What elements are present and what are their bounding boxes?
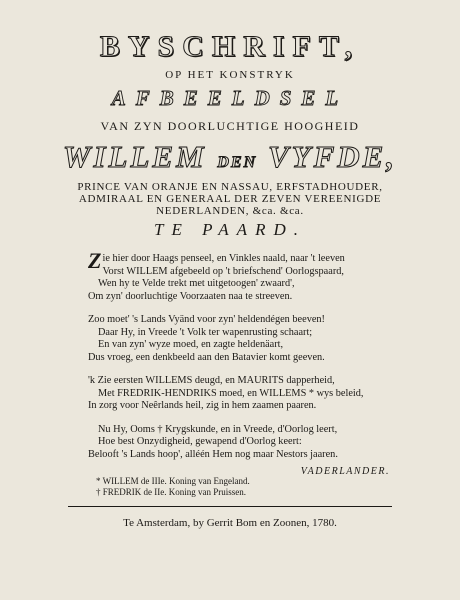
subtitle-line: OP HET KONSTRYK — [165, 69, 295, 81]
poem-line: En van zyn' wyze moed, en zagte heldenäart, — [98, 339, 284, 350]
titles-line: PRINCE VAN ORANJE EN NASSAU, ERFSTADHOUDER, — [77, 181, 383, 193]
poem-line: Vorst WILLEM afgebeeld op 't briefschend' Oorlogspaard, — [102, 265, 344, 277]
subtitle-highness: VAN ZYN DOORLUCHTIGE HOOGHEID — [100, 119, 360, 133]
divider — [68, 506, 392, 507]
poem-line: Hoe best Onzydigheid, gewapend d'Oorlog keert: — [98, 436, 302, 447]
name-heading — [0, 139, 460, 175]
poem-line: Nu Hy, Ooms † Krygskunde, en in Vreede, d'Oorlog leert, — [98, 423, 338, 435]
titles-line: ADMIRAAL EN GENERAAL DER ZEVEN VEREENIGDE — [78, 193, 382, 205]
titles-block — [0, 181, 460, 217]
stanza-3 — [88, 375, 428, 413]
poem-line: Zoo moet' 's Lands Vyänd voor zyn' heldendégen beeven! — [88, 314, 325, 325]
poem-line: Om zyn' doorluchtige Voorzaaten naa te streeven. — [88, 290, 293, 302]
drop-cap: Z — [88, 248, 102, 273]
name-part-willem: WILLEM — [62, 139, 207, 174]
poem-line: Belooft 's Lands hoop', alléén Hem nog maar Nestors jaaren. — [88, 448, 338, 460]
stanza-2 — [88, 314, 428, 364]
poem-line: Zie hier door Haags penseel, en Vinkles naald, naar 't leeven — [88, 248, 345, 273]
poem-line: Met FREDRIK-HENDRIKS moed, en WILLEMS * wys beleid, — [98, 387, 364, 399]
signature: VADERLANDER. — [300, 466, 390, 477]
stanza-4 — [88, 424, 428, 462]
stanza-1 — [88, 248, 428, 303]
titles-line: NEDERLANDEN, &ca. &ca. — [156, 205, 304, 217]
footnote: † FREDRIK de IIe. Koning van Pruissen. — [96, 487, 246, 497]
name-part-vyfde: VYFDE, — [267, 139, 398, 174]
poem-line: In zorg voor Neêrlands heil, zig in hem zaamen paaren. — [88, 400, 317, 411]
footnotes — [96, 476, 250, 498]
subtitle-afbeeldsel: AFBEELDSEL — [111, 86, 349, 110]
title: BYSCHRIFT, — [99, 30, 361, 63]
poem-line: Dus vroeg, een denkbeeld aan den Batavier komt geeven. — [88, 351, 325, 363]
te-paard-heading: TE PAARD. — [154, 220, 306, 239]
poem-line: Daar Hy, in Vreede 't Volk ter wapenrusting schaart; — [98, 326, 313, 338]
poem-line: 'k Zie eersten WILLEMS deugd, en MAURITS dapperheid, — [88, 375, 335, 386]
footnote: * WILLEM de IIIe. Koning van Engeland. — [96, 476, 250, 486]
poem-line: Wen hy te Velde trekt met uitgetoogen' zwaard', — [98, 278, 295, 289]
imprint: Te Amsterdam, by Gerrit Bom en Zoonen, 1780. — [123, 517, 337, 529]
name-part-den: DEN — [217, 154, 258, 171]
poem — [88, 248, 428, 472]
